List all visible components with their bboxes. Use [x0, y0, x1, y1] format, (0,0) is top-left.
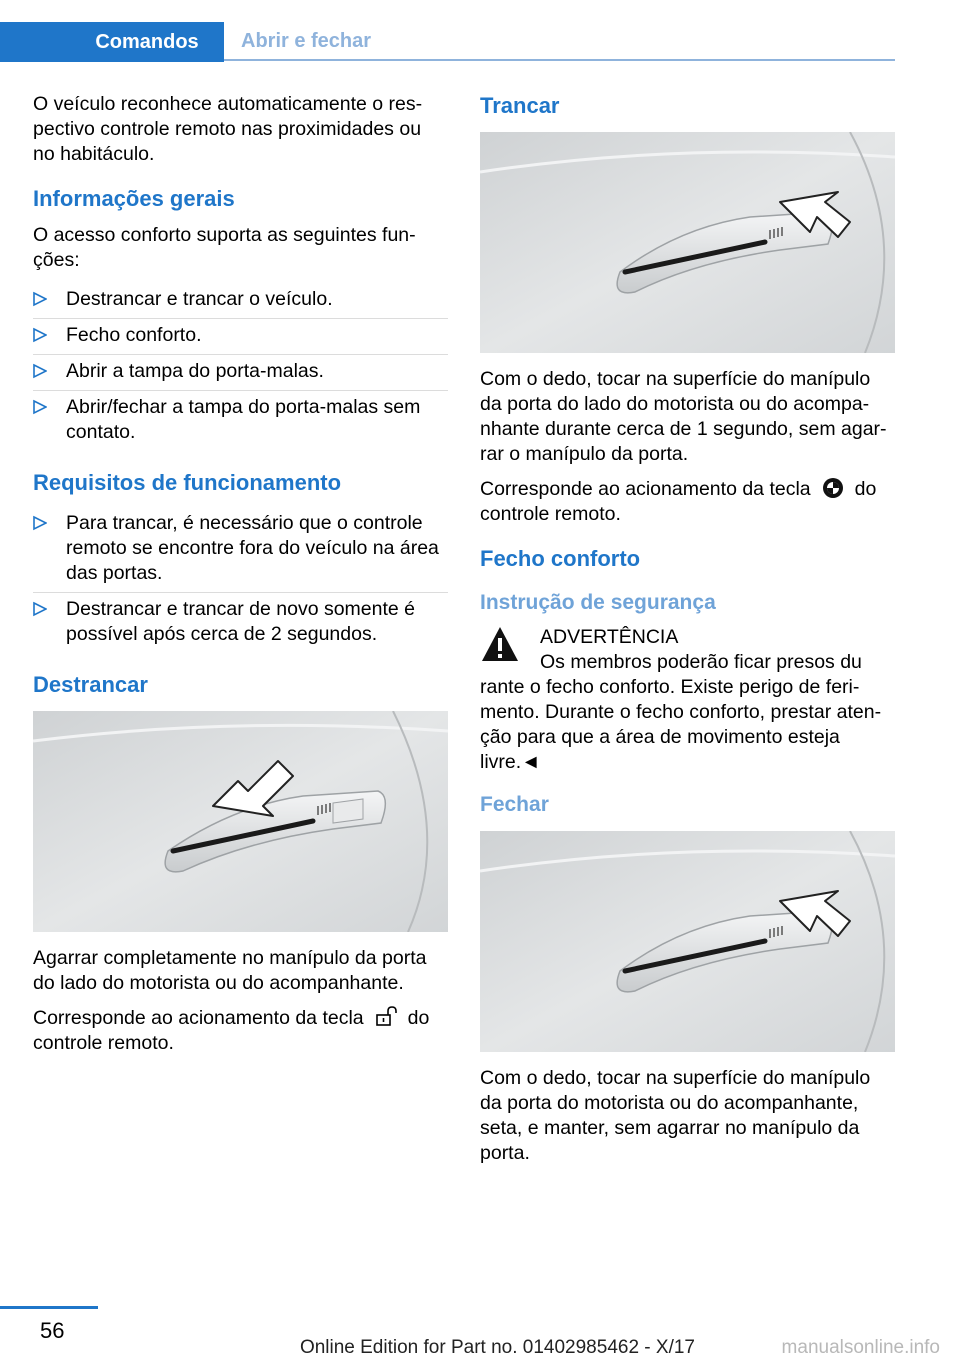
bmw-logo-lock-icon	[821, 477, 845, 499]
list-item	[33, 355, 448, 391]
triangle-bullet-icon	[33, 289, 47, 309]
info-paragraph: O acesso conforto suporta as seguintes funções:	[33, 224, 416, 271]
unlock-remote-text-a: Corresponde ao acionamento da tecla	[33, 1007, 364, 1029]
triangle-bullet-icon	[33, 513, 47, 533]
left-column	[33, 92, 448, 1066]
unlock-padlock-icon	[374, 1006, 398, 1028]
door-handle-grab-image	[33, 711, 448, 932]
list-item	[33, 283, 448, 319]
intro-paragraph: O veículo reconhece automaticamente o respectivo controle remoto nas proximidades ou no habitáculo.	[33, 93, 423, 165]
unlock-paragraph: Agarrar completamente no manípulo da porta do lado do motorista ou do acompanhante.	[33, 947, 427, 994]
door-handle-touch-lock-image	[480, 132, 895, 353]
edition-text: Online Edition for Part no. 01402985462 - X/17	[299, 1337, 695, 1358]
chapter-tabs	[0, 0, 895, 62]
list-item-text: Fecho conforto.	[66, 324, 202, 346]
page-number: 56	[40, 1318, 65, 1343]
lock-remote-text-b: do controle remoto.	[480, 478, 877, 525]
close-paragraph: Com o dedo, tocar na superfície do manípulo da porta do motorista ou do acompanhante, seta, e manter, sem agarrar no manípulo da porta.	[480, 1067, 871, 1164]
warning-text-first-line: Os membros poderão ficar presos du	[540, 651, 862, 673]
list-item	[33, 391, 448, 451]
watermark-text: manualsonline.info	[781, 1337, 940, 1358]
tab-underline	[224, 59, 895, 61]
list-item-text: Destrancar e trancar o veículo.	[66, 288, 333, 310]
list-item	[33, 507, 448, 593]
list-item-text: Para trancar, é necessário que o controle remoto se encontre fora do veículo na área das portas.	[66, 512, 439, 584]
triangle-bullet-icon	[33, 361, 47, 381]
list-item-text: Abrir a tampa do porta-malas.	[66, 360, 324, 382]
heading-fechar: Fechar	[480, 793, 549, 816]
list-item	[33, 319, 448, 355]
unlock-remote-text-b: do controle remoto.	[33, 1007, 430, 1054]
heading-requisitos: Requisitos de funcionamento	[33, 470, 342, 495]
footer-rule	[0, 1306, 98, 1309]
door-handle-touch-close-image	[480, 831, 895, 1052]
requirements-list	[33, 507, 448, 653]
heading-informacoes-gerais: Informações gerais	[33, 186, 235, 211]
tab-abrir-e-fechar[interactable]: Abrir e fechar	[241, 29, 372, 52]
warning-text: rante o fecho conforto. Existe perigo de ferimento. Durante o fecho conforto, prestar atenção para que a área de movimento esteja livre.◄	[480, 676, 882, 773]
heading-fecho-conforto: Fecho conforto	[480, 546, 641, 571]
lock-remote-text-a: Corresponde ao acionamento da tecla	[480, 478, 811, 500]
lock-remote-paragraph	[480, 477, 895, 527]
list-item	[33, 593, 448, 653]
lock-paragraph: Com o dedo, tocar na superfície do manípulo da porta do lado do motorista ou do acompanhante durante cerca de 1 segundo, sem agarrar o manípulo da porta.	[480, 368, 887, 465]
list-item-text: Destrancar e trancar de novo somente é possível após cerca de 2 segundos.	[66, 598, 416, 645]
list-item-text: Abrir/fechar a tampa do porta-malas sem contato.	[66, 396, 421, 443]
unlock-remote-paragraph	[33, 1006, 448, 1056]
heading-destrancar: Destrancar	[33, 672, 148, 697]
right-column	[480, 92, 895, 1176]
triangle-bullet-icon	[33, 397, 47, 417]
triangle-bullet-icon	[33, 599, 47, 619]
heading-trancar: Trancar	[480, 93, 560, 118]
info-list	[33, 283, 448, 451]
heading-instrucao-seguranca: Instrução de segurança	[480, 591, 716, 614]
tab-comandos[interactable]: Comandos	[0, 22, 224, 62]
triangle-bullet-icon	[33, 325, 47, 345]
warning-block	[480, 625, 895, 775]
warning-title: ADVERTÊNCIA	[540, 626, 679, 648]
warning-triangle-icon	[480, 625, 520, 663]
